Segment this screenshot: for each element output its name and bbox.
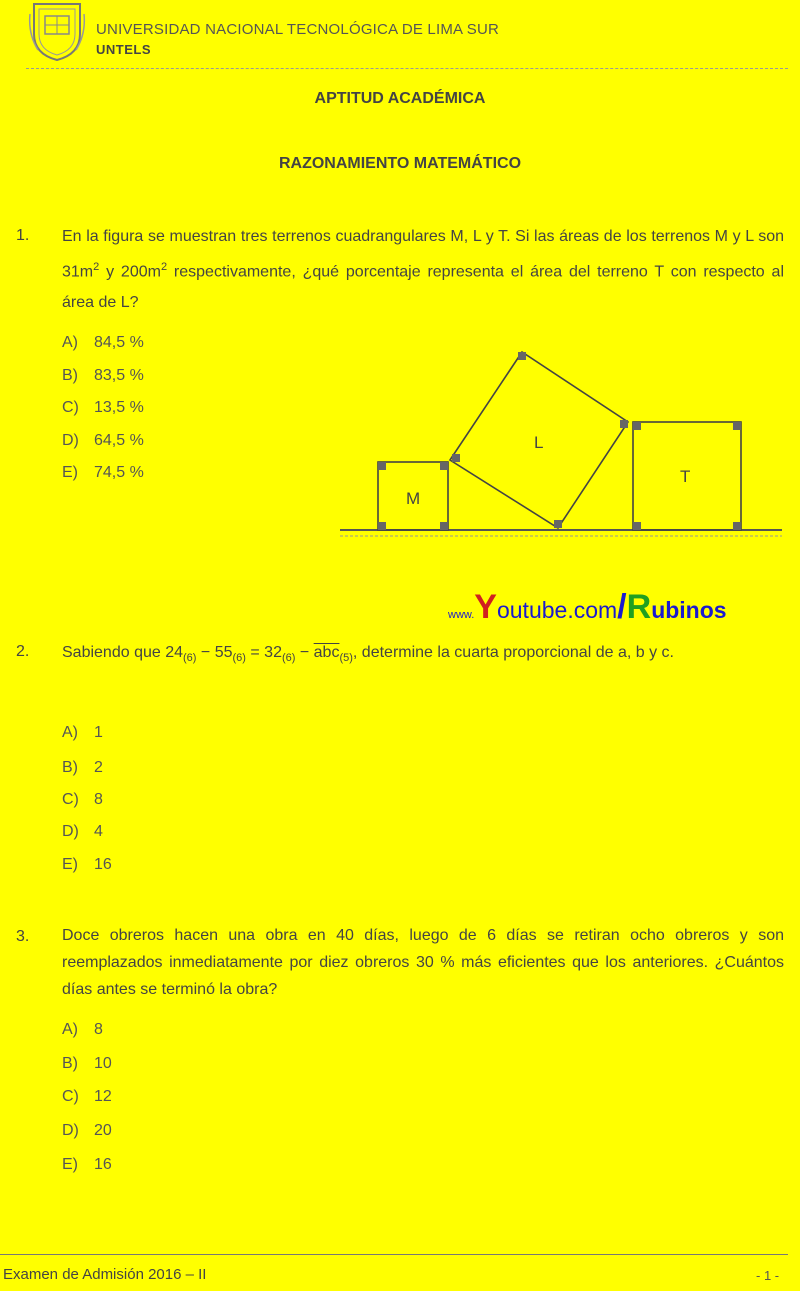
q1-option-a: A) 84,5 % [62, 334, 144, 351]
q3-option-d: D) 20 [62, 1122, 112, 1139]
question-number-1: 1. [16, 227, 30, 244]
question-number-3: 3. [16, 928, 30, 945]
label-t: T [680, 467, 691, 486]
q2-option-b: B) 2 [62, 759, 103, 776]
q2-option-c: C) 8 [62, 791, 103, 808]
question-number-2: 2. [16, 643, 30, 660]
question-text-2: Sabiendo que $24_{(6)} - 55_{(6)} = 32_{(6)} - \overline{abc}_{(5)}$, determine la cuarta proporcional de a, b y c. [62, 644, 674, 665]
page-number: - 1 - [756, 1268, 780, 1283]
q3-option-c: C) 12 [62, 1088, 112, 1105]
q2-option-e: E) 16 [62, 856, 112, 873]
q1-squares-figure [330, 340, 790, 560]
label-m: M [406, 489, 421, 508]
q3-option-e: E) 16 [62, 1156, 112, 1173]
q2-option-a: A) 1 [62, 724, 103, 741]
subsection-title: RAZONAMIENTO MATEMÁTICO [278, 155, 522, 172]
q1-option-d: D) 64,5 % [62, 432, 144, 449]
q2-option-d: D) 4 [62, 823, 103, 840]
header-divider [26, 68, 788, 69]
university-acronym: UNTELS [96, 42, 151, 57]
exam-footer: Examen de Admisión 2016 – II [3, 1266, 207, 1283]
label-l: L [534, 433, 544, 452]
q1-option-b: B) 83,5 % [62, 367, 144, 384]
question-text-3: Doce obreros hacen una obra en 40 días, luego de 6 días se retiran ocho obreros y son reemplazados inmediatamente por diez obreros 30 % más eficientes que los anteriores. ¿Cuántos días antes se terminó la obra? [62, 927, 784, 998]
university-seal-logo [28, 0, 86, 62]
youtube-watermark: www.Youtube.com/Rubinos [448, 588, 727, 626]
q1-option-e: E) 74,5 % [62, 464, 144, 481]
q3-option-a: A) 8 [62, 1021, 103, 1038]
q1-option-c: C) 13,5 % [62, 399, 144, 416]
section-title: APTITUD ACADÉMICA [314, 90, 486, 107]
question-text-1: En la figura se muestran tres terrenos cuadrangulares M, L y T. Si las áreas de los terrenos M y L son $31m^2$ y $200m^2$ respectivamente, ¿qué porcentaje representa el área del terreno T con respecto al área de L? [62, 228, 784, 312]
footer-divider [0, 1254, 788, 1255]
q3-option-b: B) 10 [62, 1055, 112, 1072]
university-name: UNIVERSIDAD NACIONAL TECNOLÓGICA DE LIMA SUR [96, 21, 500, 38]
